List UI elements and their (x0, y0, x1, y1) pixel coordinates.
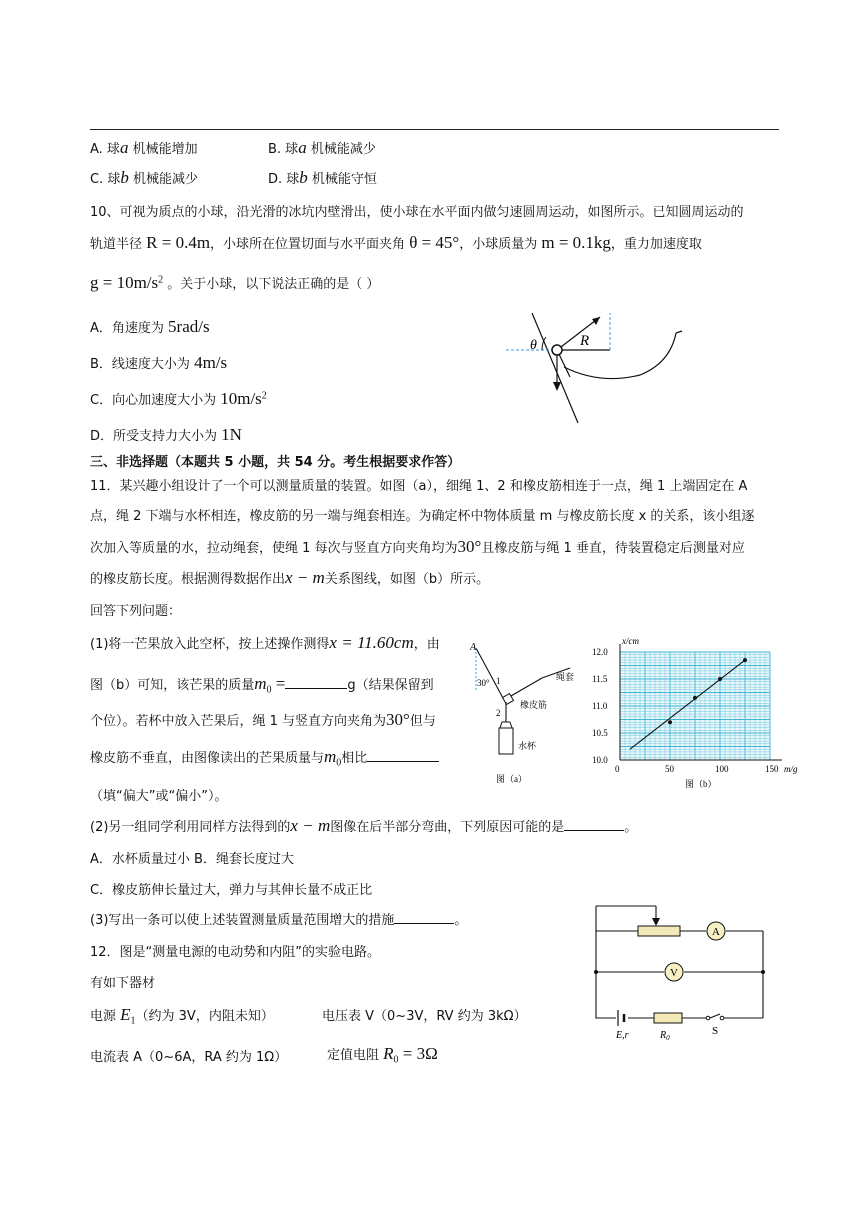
q9-option-c: C. 球b 机械能减少 (90, 168, 198, 187)
q11-part1-line-1: (1)将一芒果放入此空杯，按上述操作测得x = 11.60cm，由 (90, 633, 440, 652)
chart-xlabel: m/g (784, 764, 798, 774)
q11-part2: (2)另一组同学利用同样方法得到的x − m图像在后半部分弯曲，下列原因可能的是 。 (90, 816, 638, 835)
fixed-resistor (654, 1013, 682, 1023)
incline-line (532, 313, 578, 423)
rope2-label: 2 (496, 708, 501, 718)
q11-line-3: 次加入等质量的水，拉动绳套，使绳 1 每次与竖直方向夹角均为30°且橡皮筋与绳 1 垂直，待装置稳定后测量对应 (90, 537, 745, 556)
q11-part2-options-1: A．水杯质量过小 B．绳套长度过大 (90, 852, 294, 867)
answer-blank-reason[interactable] (564, 816, 624, 831)
rheostat (638, 926, 680, 936)
ammeter-label: A (712, 926, 720, 938)
figure-a-caption: 图（a） (496, 774, 527, 784)
q11-line-5: 回答下列问题： (90, 604, 182, 619)
theta-label: θ (530, 338, 537, 353)
cup (499, 728, 513, 754)
q10-line-3: $g = 10m/s^2$ 。关于小球，以下说法正确的是（ ） (90, 273, 380, 292)
switch-label: S (712, 1025, 719, 1037)
cup-label: 水杯 (518, 741, 537, 751)
rope1-label: 1 (496, 676, 501, 686)
q12-voltmeter: 电压表 V（0~3V，RV 约为 3kΩ） (322, 1009, 527, 1024)
figure-b-chart (590, 632, 800, 792)
q12-line-2: 有如下器材 (90, 976, 156, 991)
q11-line-2: 点，绳 2 下端与水杯相连，橡皮筋的另一端与绳套相连。为确定杯中物体质量 m 与橡皮筋长度 x 的关系，该小组逐 (90, 509, 755, 524)
answer-blank-mass[interactable] (285, 674, 347, 689)
q11-part3: (3)写出一条可以使上述装置测量质量范围增大的措施 。 (90, 909, 467, 928)
q11-part1-line-4: 橡皮筋不垂直，由图像读出的芒果质量与$m_0$相比 (90, 747, 439, 769)
point-a-label: A (470, 642, 477, 653)
q10-option-a: A．角速度为 5rad/s (90, 317, 210, 336)
y-tick-label: 10.0 (592, 755, 608, 765)
q12-source: 电源 $E_1$（约为 3V，内阻未知） (90, 1005, 274, 1027)
q11-line-4: 的橡皮筋长度。根据测得数据作出x − m关系图线，如图（b）所示。 (90, 568, 490, 587)
right-edge (676, 331, 682, 333)
x-tick-label: 0 (615, 764, 620, 774)
y-tick-label: 12.0 (592, 647, 608, 657)
q11-part2-options-2: C．橡皮筋伸长量过大，弹力与其伸长量不成正比 (90, 883, 373, 898)
angle-label: 30° (477, 678, 490, 688)
q11-line-1: 11．某兴趣小组设计了一个可以测量质量的装置。如图（a），细绳 1、2 和橡皮筋相连于一点，绳 1 上端固定在 A (90, 479, 748, 494)
wire-outer (596, 906, 616, 1018)
y-tick-label: 11.5 (592, 674, 608, 684)
battery-label: E,r (616, 1030, 629, 1041)
q12-resistor: 定值电阻 $R_0 = 3\Omega$ (327, 1044, 438, 1066)
q10-line-1: 10、可视为质点的小球，沿光滑的冰坑内壁滑出，使小球在水平面内做匀速圆周运动，如图所示。已知圆周运动的 (90, 205, 744, 220)
ball (552, 345, 562, 355)
x-tick-label: 150 (765, 764, 779, 774)
section-3-heading: 三、非选择题（本题共 5 小题，共 54 分。考生根据要求作答） (90, 455, 461, 470)
q11-part1-line-3: 个位）。若杯中放入芒果后，绳 1 与竖直方向夹角为30°但与 (90, 710, 436, 729)
gravity-arrowhead (553, 382, 561, 391)
normal-arrow (557, 317, 600, 350)
answer-blank-measure[interactable] (394, 909, 454, 924)
data-point (668, 720, 672, 724)
q9-option-a: A. 球a 机械能增加 (90, 138, 198, 157)
cup-cap (500, 722, 512, 728)
answer-blank-compare[interactable] (367, 747, 439, 762)
q11-part1-line-5: （填“偏大”或“偏小”）。 (90, 789, 228, 804)
x-tick-label: 50 (665, 764, 674, 774)
voltmeter-label: V (670, 967, 678, 979)
data-point (693, 696, 697, 700)
y-tick-label: 10.5 (592, 728, 608, 738)
data-point (718, 677, 722, 681)
q11-part1-line-2: 图（b）可知，该芒果的质量$m_0 = g$（结果保留到 (90, 674, 434, 696)
q10-figure (500, 305, 690, 430)
q10-option-b: B．线速度大小为 4m/s (90, 353, 228, 372)
rope-1 (476, 648, 504, 700)
q10-option-d: D．所受支持力大小为 1N (90, 425, 242, 444)
loop-label: 绳套 (556, 672, 575, 682)
x-tick-label: 100 (715, 764, 729, 774)
chart-ylabel: x/cm (622, 636, 639, 646)
slider-arrow (652, 918, 660, 926)
q9-option-d: D. 球b 机械能守恒 (268, 168, 377, 187)
chart-caption: 图（b） (685, 779, 717, 789)
q12-line-1: 12．图是“测量电源的电动势和内阻”的实验电路。 (90, 945, 381, 960)
q12-ammeter: 电流表 A（0~6A，RA 约为 1Ω） (90, 1050, 288, 1065)
data-point (743, 658, 747, 662)
circuit-diagram (588, 898, 773, 1048)
q10-line-2: 轨道半径 R = 0.4m，小球所在位置切面与水平面夹角 θ = 45°，小球质量为 m = 0.1kg，重力加速度取 (90, 233, 702, 252)
top-rule (90, 129, 779, 130)
chart-grid (620, 652, 770, 760)
resistor-label: $R_0$ (660, 1030, 670, 1042)
radius-label: R (580, 333, 590, 349)
normal-arrowhead (592, 317, 600, 325)
q9-option-b: B. 球a 机械能减少 (268, 138, 376, 157)
figure-a (462, 640, 592, 790)
y-tick-label: 11.0 (592, 701, 608, 711)
rubber-label: 橡皮筋 (520, 700, 548, 710)
q10-option-c: C．向心加速度大小为 $10m/s^2$ (90, 389, 267, 408)
